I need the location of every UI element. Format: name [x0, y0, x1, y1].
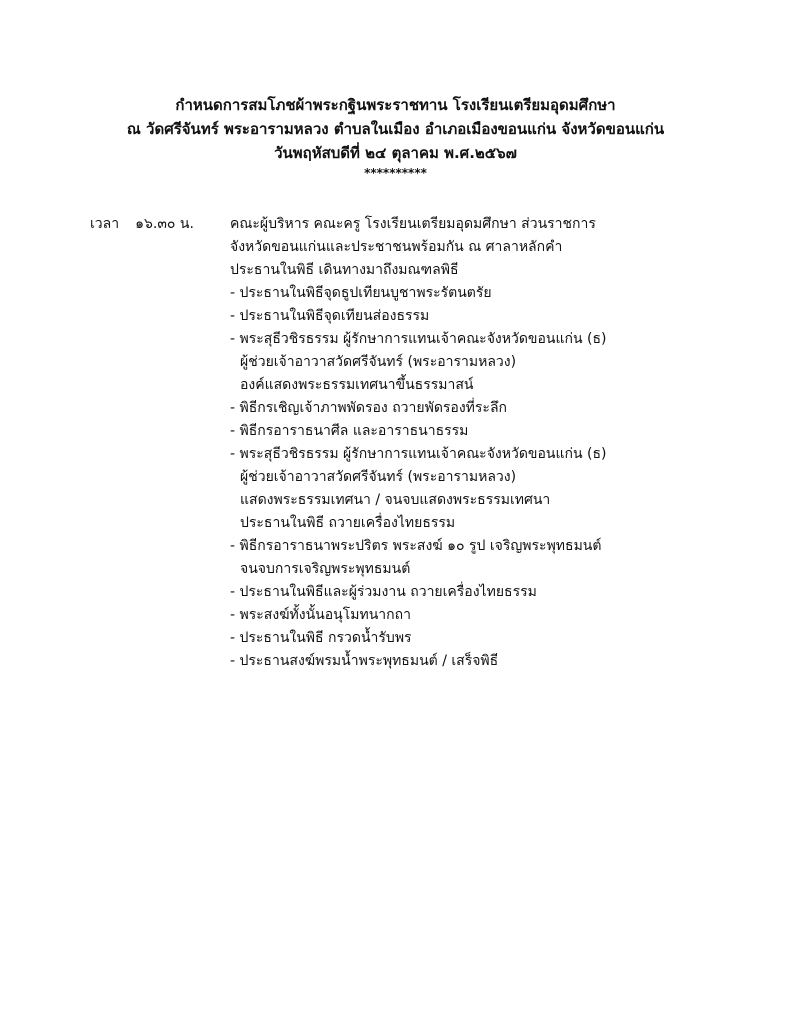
- schedule-item-continuation: ผู้ช่วยเจ้าอาวาสวัดศรีจันทร์ (พระอารามหลวง): [240, 354, 517, 370]
- schedule-time: [90, 213, 194, 236]
- schedule-item-continuation: องค์แสดงพระธรรมเทศนาขึ้นธรรมาสน์: [240, 377, 474, 393]
- header-title-line-1: กำหนดการสมโภชผ้าพระกฐินพระราชทาน โรงเรียนเตรียมอุดมศึกษา: [175, 96, 616, 114]
- schedule-item: - พิธีกรอาราธนาพระปริตร พระสงฆ์ ๑๐ รูป เจริญพระพุทธมนต์: [230, 538, 602, 554]
- header-title-line-2: ณ วัดศรีจันทร์ พระอารามหลวง ตำบลในเมือง อำเภอเมืองขอนแก่น จังหวัดขอนแก่น: [126, 120, 665, 138]
- schedule-item: - ประธานสงฆ์พรมน้ำพระพุทธมนต์ / เสร็จพิธี: [230, 653, 499, 669]
- schedule-item: - พระสุธีวชิรธรรม ผู้รักษาการแทนเจ้าคณะจังหวัดขอนแก่น (ธ): [230, 331, 607, 347]
- schedule-item-continuation: จนจบการเจริญพระพุทธมนต์: [240, 561, 411, 577]
- header-title-line-3: วันพฤหัสบดีที่ ๒๔ ตุลาคม พ.ศ.๒๕๖๗: [274, 144, 517, 162]
- schedule-body: [230, 213, 750, 673]
- schedule-item: - พิธีกรเชิญเจ้าภาพพัดรอง ถวายพัดรองที่ระลึก: [230, 400, 507, 416]
- document-header: [60, 93, 731, 181]
- schedule-item: - ประธานในพิธีและผู้ร่วมงาน ถวายเครื่องไทยธรรม: [230, 584, 537, 600]
- schedule-item-continuation: ผู้ช่วยเจ้าอาวาสวัดศรีจันทร์ (พระอารามหลวง): [240, 469, 517, 485]
- schedule-line: คณะผู้บริหาร คณะครู โรงเรียนเตรียมอุดมศึกษา ส่วนราชการ: [230, 216, 596, 232]
- schedule-item: - ประธานในพิธีจุดธูปเทียนบูชาพระรัตนตรัย: [230, 285, 492, 301]
- schedule-item: - ประธานในพิธีจุดเทียนส่องธรรม: [230, 308, 430, 324]
- schedule-item: - พิธีกรอาราธนาศีล และอาราธนาธรรม: [230, 423, 469, 439]
- schedule-line: จังหวัดขอนแก่นและประชาชนพร้อมกัน ณ ศาลาหลักคำ: [230, 239, 563, 255]
- time-value: ๑๖.๓๐ น.: [135, 216, 194, 232]
- schedule-item-continuation: แสดงพระธรรมเทศนา / จนจบแสดงพระธรรมเทศนา: [240, 492, 551, 508]
- schedule-item-continuation: ประธานในพิธี ถวายเครื่องไทยธรรม: [240, 515, 456, 531]
- time-prefix: เวลา: [90, 216, 120, 232]
- schedule-item: - พระสงฆ์ทั้งนั้นอนุโมทนากถา: [230, 607, 411, 623]
- schedule-item: - พระสุธีวชิรธรรม ผู้รักษาการแทนเจ้าคณะจังหวัดขอนแก่น (ธ): [230, 446, 607, 462]
- header-separator-stars: **********: [364, 166, 427, 180]
- schedule-item: - ประธานในพิธี กรวดน้ำรับพร: [230, 630, 412, 646]
- schedule-line: ประธานในพิธี เดินทางมาถึงมณฑลพิธี: [230, 262, 459, 278]
